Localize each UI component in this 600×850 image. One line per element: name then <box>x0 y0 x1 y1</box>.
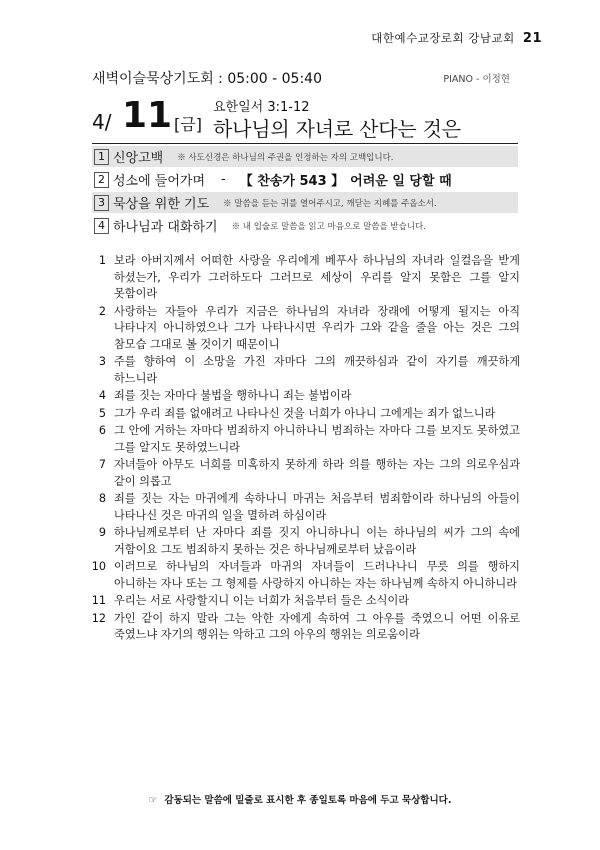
verse <box>90 559 520 592</box>
verse <box>90 354 520 387</box>
order-note: ※ 말씀을 듣는 귀를 열어주시고, 깨닫는 지혜를 주옵소서. <box>223 198 437 209</box>
verse-number: 10 <box>91 560 106 573</box>
verse-text: 그가 우리 죄를 없애려고 나타나신 것을 너희가 아나니 그에게는 죄가 없느니라 <box>114 406 496 420</box>
order-item-entering <box>92 169 518 190</box>
service-info <box>92 68 510 88</box>
verse-text: 사랑하는 자들아 우리가 지금은 하나님의 자녀라 장래에 어떻게 될지는 아직 나타나지 아니하였으나 그가 나타나시면 우리가 그와 같을 줄을 아는 것은 그의 참모습 그대로 볼 것이기 때문이니 <box>114 304 520 351</box>
verse <box>90 593 520 610</box>
verse-text: 그 안에 거하는 자마다 범죄하지 아니하나니 범죄하는 자마다 그를 보지도 못하였고 그를 알지도 못하였느니라 <box>114 424 520 454</box>
order-note: ※ 내 입술로 말씀을 읽고 마음으로 말씀을 받습니다. <box>231 221 426 232</box>
verse-text: 가인 같이 하지 말라 그는 악한 자에게 속하여 그 아우를 죽였으니 어떤 이유로 죽였느냐 자기의 행위는 악하고 그의 아우의 행위는 의로움이라 <box>114 611 520 641</box>
verse-number: 1 <box>98 254 106 267</box>
order-label: 신앙고백 <box>113 151 164 166</box>
verse <box>90 457 520 490</box>
verse-text: 죄를 짓는 자마다 불법을 행하나니 죄는 불법이라 <box>114 389 352 402</box>
date-month: 4/ <box>92 110 112 134</box>
order-dash: - <box>221 172 226 187</box>
order-item-dialogue <box>92 215 518 236</box>
order-number: 2 <box>94 172 109 188</box>
verse-number: 4 <box>98 389 106 402</box>
verse-number: 3 <box>98 355 106 368</box>
order-note: ※ 사도신경은 하나님의 주권을 인정하는 자의 고백입니다. <box>177 152 394 163</box>
verse-number: 6 <box>98 424 106 437</box>
verse-text: 우리는 서로 사랑할지니 이는 너희가 처음부터 들은 소식이라 <box>114 594 410 607</box>
verse-text: 보라 아버지께서 어떠한 사랑을 우리에게 베푸사 하나님의 자녀라 일컬음을 받게 하셨는가, 우리가 그러하도다 그러므로 세상이 우리를 알지 못함은 그를 알지 못함이라 <box>114 254 520 300</box>
verse <box>90 525 520 558</box>
verse-number: 5 <box>98 406 106 420</box>
sermon-title: 하나님의 자녀로 산다는 것은 <box>213 117 461 141</box>
verse-text: 죄를 짓는 자는 마귀에게 속하나니 마귀는 처음부터 범죄함이라 하나님의 아들이 나타나신 것은 마귀의 일을 멸하려 하심이라 <box>114 492 520 522</box>
order-number: 1 <box>94 149 109 165</box>
order-label: 묵상을 위한 기도 <box>113 197 210 212</box>
verse-number: 2 <box>98 304 106 318</box>
verse-number: 8 <box>98 492 106 505</box>
service-title: 새벽이슬묵상기도회 : 05:00 - 05:40 <box>92 71 322 87</box>
instruction-text: 감동되는 말씀에 밑줄로 표시한 후 종일토록 마음에 두고 묵상합니다. <box>164 795 452 806</box>
verse-text: 주를 향하여 이 소망을 가진 자마다 그의 깨끗하심과 같이 자기를 깨끗하게 하느니라 <box>114 355 520 385</box>
page-number: 21 <box>522 31 542 46</box>
date-weekday: [금] <box>174 115 202 134</box>
scripture-passage: 요한일서 3:1-12 <box>213 100 310 115</box>
verse-number: 7 <box>98 458 106 471</box>
order-number: 4 <box>94 218 109 234</box>
divider <box>92 143 518 144</box>
page-header <box>371 30 542 46</box>
verse-number: 12 <box>91 611 106 625</box>
order-number: 3 <box>94 195 109 211</box>
verse <box>90 406 520 423</box>
order-item-confession <box>92 146 518 167</box>
verse-text: 자녀들아 아무도 너희를 미혹하지 못하게 하라 의를 행하는 자는 그의 의로우심과 같이 의롭고 <box>114 458 520 488</box>
scripture-text <box>90 253 520 645</box>
verse-number: 11 <box>91 594 106 607</box>
verse-number: 9 <box>98 526 106 539</box>
verse <box>90 491 520 524</box>
verse-text: 이러므로 하나님의 자녀들과 마귀의 자녀들이 드러나나니 무릇 의를 행하지 아니하는 자나 또는 그 형제를 사랑하지 아니하는 자는 하나님께 속하지 아니하니라 <box>114 560 520 590</box>
hymn-number: 【 찬송가 543 】 <box>239 174 345 189</box>
order-item-prayer <box>92 192 518 213</box>
hymn-title: 어려운 일 당할 때 <box>350 174 452 189</box>
verse <box>90 253 520 303</box>
verse <box>90 423 520 456</box>
order-label: 성소에 들어가며 <box>113 174 206 189</box>
verse <box>90 304 520 354</box>
pointing-hand-icon: ☞ <box>148 795 158 806</box>
church-name: 대한예수교장로회 강남교회 <box>371 31 515 45</box>
date-day: 11 <box>122 95 173 136</box>
verse <box>90 388 520 405</box>
order-label: 하나님과 대화하기 <box>113 220 218 235</box>
piano-credit: PIANO - 이정현 <box>443 74 510 85</box>
verse-text: 하나님께로부터 난 자마다 죄를 짓지 아니하나니 이는 하나님의 씨가 그의 속에 거함이요 그도 범죄하지 못하는 것은 하나님께로부터 났음이라 <box>114 526 520 556</box>
meditation-instruction <box>0 792 600 806</box>
verse <box>90 611 520 644</box>
